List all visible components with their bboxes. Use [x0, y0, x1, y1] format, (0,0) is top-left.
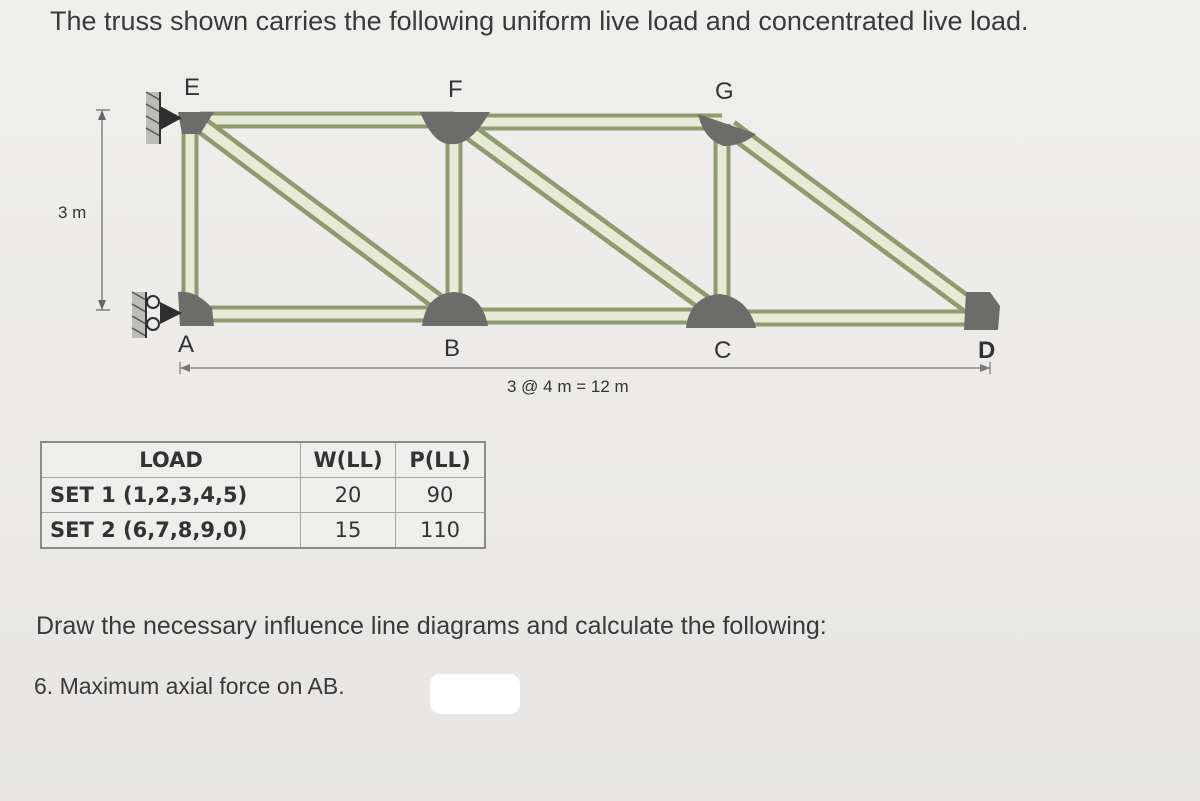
truss-members — [190, 120, 982, 318]
table-header-row — [41, 442, 485, 478]
node-label-C: C — [714, 337, 732, 364]
gusset-A — [178, 292, 214, 326]
table-header-w: W(LL) — [301, 442, 396, 478]
span-label: 3 @ 4 m = 12 m — [507, 377, 629, 396]
table-header-p: P(LL) — [396, 442, 486, 478]
pin-support-E — [146, 92, 182, 144]
height-dimension — [96, 110, 110, 310]
node-label-E: E — [184, 74, 201, 101]
table-row — [41, 513, 485, 549]
member-EB — [200, 124, 446, 308]
instruction-text: Draw the necessary influence line diagrams and calculate the following: — [36, 612, 827, 640]
table-row — [41, 478, 485, 513]
roller-support-A — [132, 292, 182, 338]
row-w-value: 15 — [301, 513, 396, 549]
row-set-label: SET 2 (6,7,8,9,0) — [41, 513, 301, 549]
row-p-value: 110 — [396, 513, 486, 549]
node-label-F: F — [448, 76, 463, 103]
problem-statement: The truss shown carries the following uniform live load and concentrated live load. — [50, 6, 1029, 36]
member-FC — [462, 126, 714, 310]
gusset-D — [964, 292, 1000, 330]
span-dimension — [180, 362, 990, 374]
table-header-load: LOAD — [41, 442, 301, 478]
row-p-value: 90 — [396, 478, 486, 513]
node-label-G: G — [715, 78, 734, 105]
question-text: 6. Maximum axial force on AB. — [34, 673, 345, 699]
redaction-mark — [430, 674, 520, 714]
row-set-label: SET 1 (1,2,3,4,5) — [41, 478, 301, 513]
node-label-A: A — [178, 331, 195, 358]
node-label-B: B — [444, 335, 461, 362]
row-w-value: 20 — [301, 478, 396, 513]
load-table — [40, 441, 486, 549]
node-label-D: D — [978, 337, 996, 364]
height-label: 3 m — [58, 203, 87, 222]
member-GD — [730, 128, 978, 312]
